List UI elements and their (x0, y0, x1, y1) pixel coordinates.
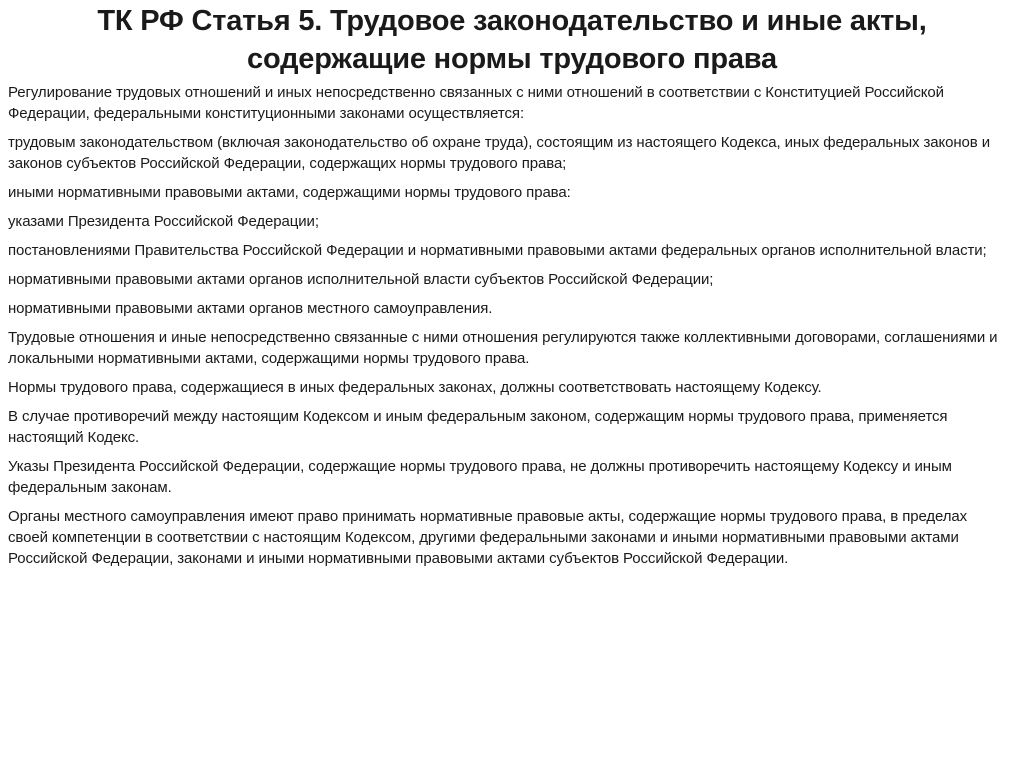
slide-title: ТК РФ Статья 5. Трудовое законодательство и иные акты, содержащие нормы трудового права (97, 5, 927, 75)
paragraph-regional-acts: нормативными правовыми актами органов исполнительной власти субъектов Российской Федерации; (8, 271, 714, 288)
slide-body (8, 82, 1008, 577)
paragraph-other-acts: иными нормативными правовыми актами, содержащими нормы трудового права: (8, 184, 571, 201)
paragraph-local-acts: нормативными правовыми актами органов местного самоуправления. (8, 300, 493, 317)
paragraph-government-resolutions: постановлениями Правительства Российской Федерации и нормативными правовыми актами федеральных органов исполнительной власти; (8, 242, 987, 259)
paragraph-collective-agreements: Трудовые отношения и иные непосредственно связанные с ними отношения регулируются также коллективными договорами, соглашениями и локальными нормативными актами, содержащими нормы трудового права. (8, 329, 998, 367)
paragraph-local-self-government: Органы местного самоуправления имеют право принимать нормативные правовые акты, содержащие нормы трудового права, в пределах своей компетенции в соответствии с настоящим Кодексом, другими федеральными законами и иными нормативными правовыми актами Российской Федерации, законами и иными нормативными правовыми актами субъектов Российской Федерации. (8, 508, 968, 567)
paragraph-conflict-rule: В случае противоречий между настоящим Кодексом и иным федеральным законом, содержащим нормы трудового права, применяется настоящий Кодекс. (8, 408, 948, 446)
paragraph-federal-laws-compliance: Нормы трудового права, содержащиеся в иных федеральных законах, должны соответствовать настоящему Кодексу. (8, 379, 822, 396)
paragraph-decrees-compliance: Указы Президента Российской Федерации, содержащие нормы трудового права, не должны противоречить настоящему Кодексу и иным федеральным законам. (8, 458, 952, 496)
paragraph-presidential-decrees: указами Президента Российской Федерации; (8, 213, 319, 230)
paragraph-intro: Регулирование трудовых отношений и иных непосредственно связанных с ними отношений в соответствии с Конституцией Российской Федерации, федеральными конституционными законами осуществляется: (8, 84, 944, 122)
paragraph-labor-legislation: трудовым законодательством (включая законодательство об охране труда), состоящим из настоящего Кодекса, иных федеральных законов и законов субъектов Российской Федерации, содержащих нормы трудового права; (8, 134, 991, 172)
